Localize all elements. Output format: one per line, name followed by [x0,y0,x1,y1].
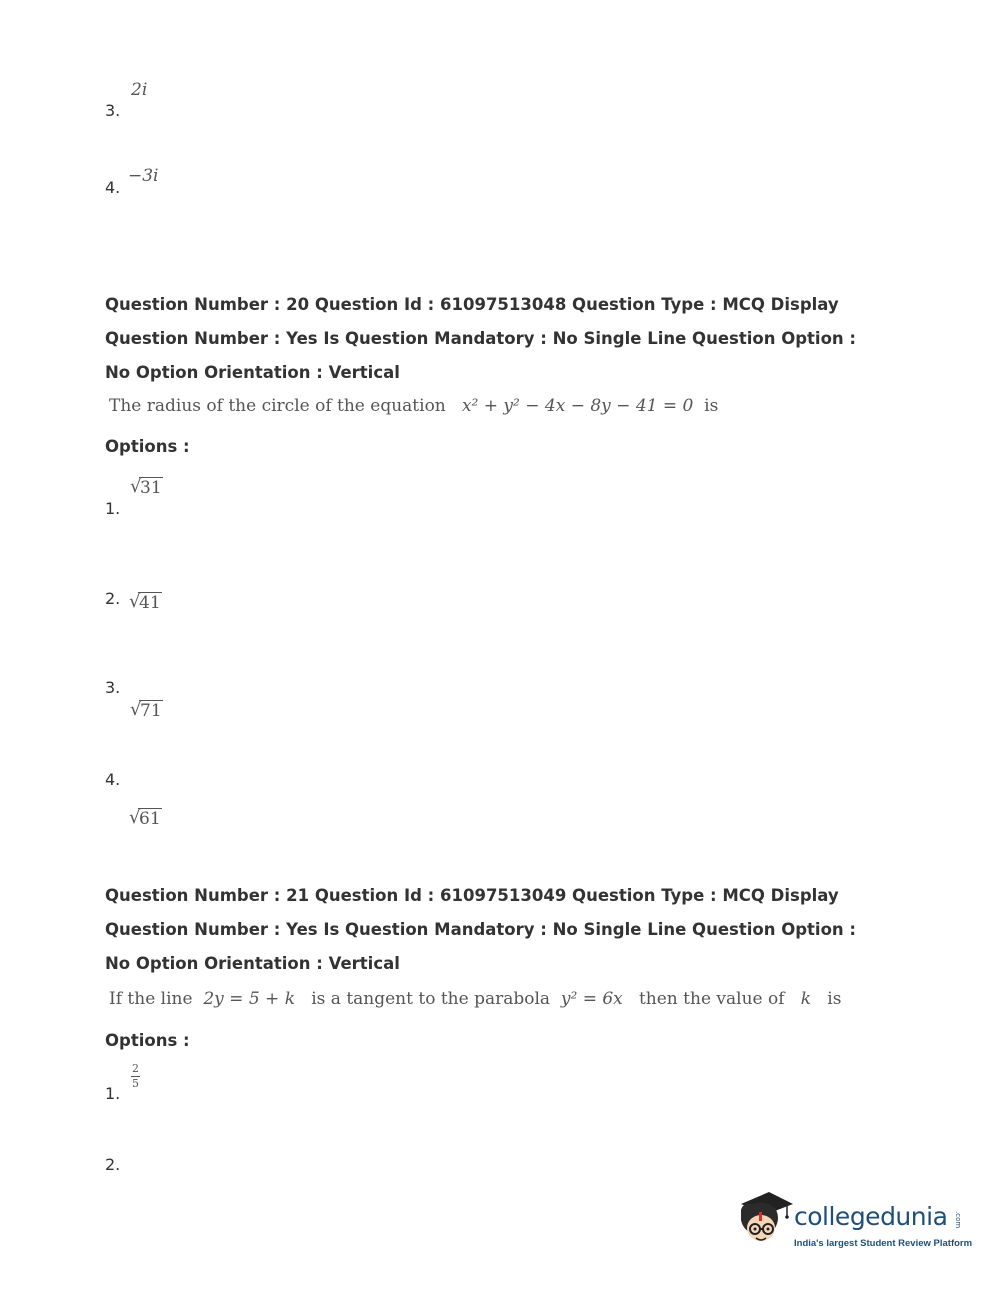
question-text-part: The radius of the circle of the equation [109,396,446,416]
logo-suffix: .com [954,1211,962,1229]
question-equation: 2y = 5 + k [203,989,295,1009]
option-value: √ 41 [129,591,161,613]
option-value: √ 31 [130,476,162,498]
question-21-header: Question Number : 21 Question Id : 61097513049 Question Type : MCQ Display Question Number : Yes Is Question Mandatory : No Single Line Question Option : No Option Orientation : Vertical [105,886,857,973]
options-label: Options : [105,437,190,456]
question-equation: k [800,989,812,1009]
option-number: 2. [105,589,121,608]
question-21-text [109,989,841,1009]
option-value: 2i [131,80,148,100]
option-number: 3. [105,678,121,697]
option-number: 4. [105,770,121,789]
question-equation: x² + y² − 4x − 8y − 41 = 0 [461,396,694,416]
option-number: 1. [105,1084,121,1103]
mascot-icon [735,1188,795,1258]
options-label: Options : [105,1031,190,1050]
option-number: 3. [105,101,121,120]
collegedunia-logo [735,1188,973,1258]
option-number: 1. [105,499,121,518]
question-20-text [109,396,718,416]
question-equation: y² = 6x [560,989,623,1009]
option-value: −3i [128,166,159,186]
question-text-part: is a tangent to the parabola [311,989,551,1009]
option-value: $\frac{2}{5}$ [132,1062,139,1090]
logo-tagline: India's largest Student Review Platform [794,1238,973,1249]
question-text-part: If the line [109,989,193,1009]
option-value: √ 71 [130,699,162,721]
question-text-part: is [827,989,842,1009]
question-text-part: is [704,396,719,416]
logo-wordmark: collegedunia [794,1202,948,1231]
option-number: 2. [105,1155,121,1174]
option-value: √ 61 [129,807,161,829]
question-20-header: Question Number : 20 Question Id : 61097513048 Question Type : MCQ Display Question Number : Yes Is Question Mandatory : No Single Line Question Option : No Option Orientation : Vertical [105,295,857,382]
option-number: 4. [105,178,121,197]
question-text-part: then the value of [638,989,785,1009]
